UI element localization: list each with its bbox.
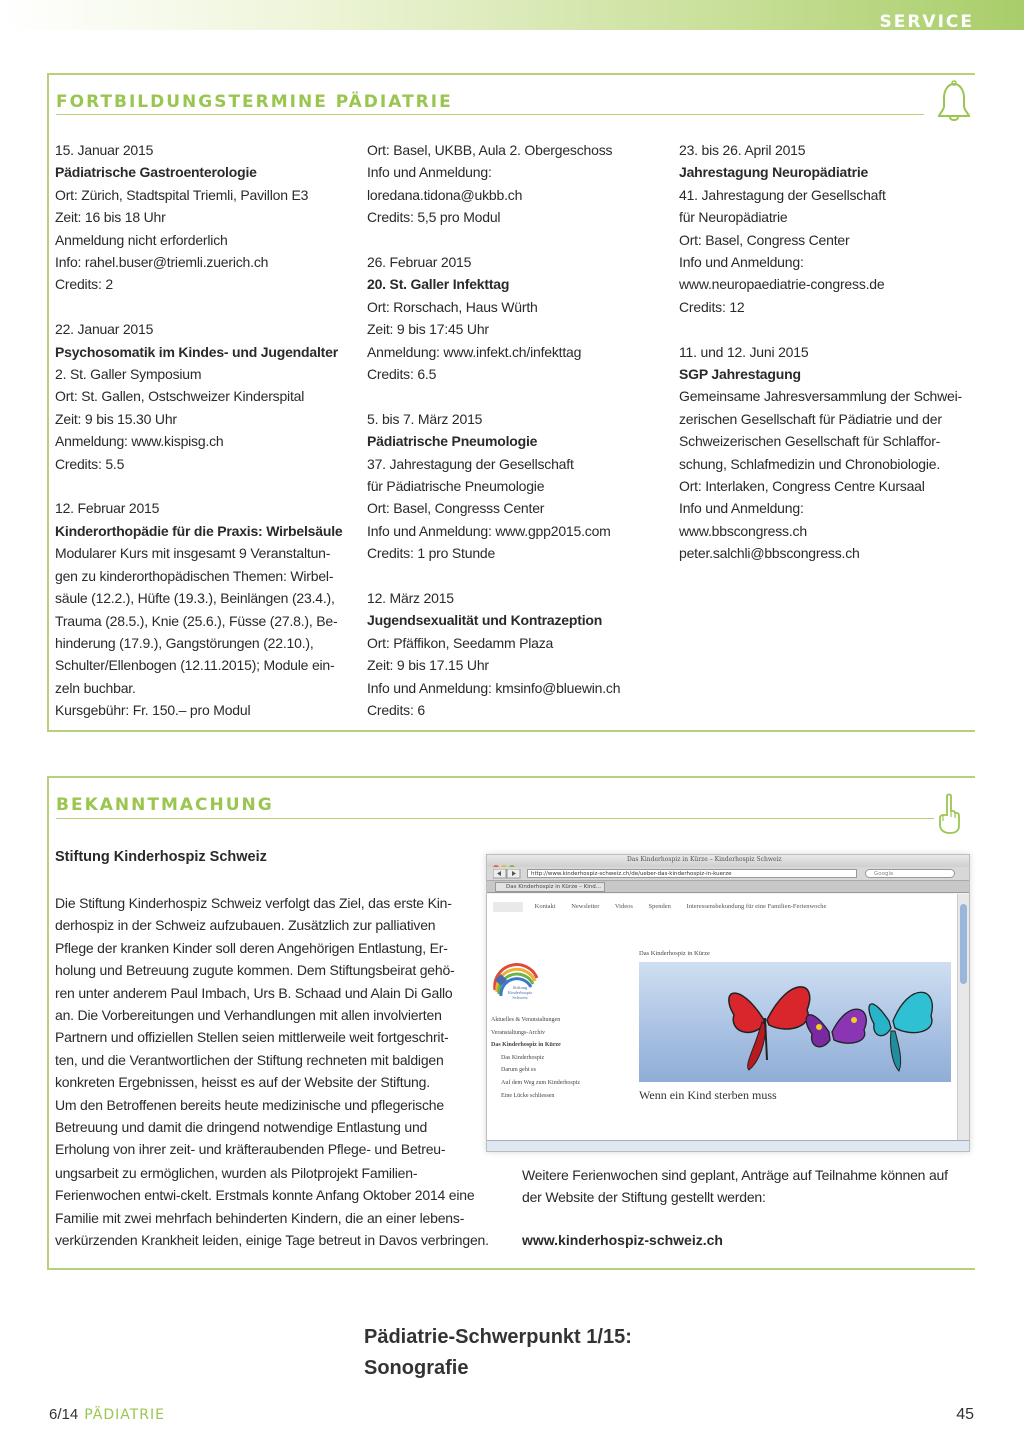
event-line: Info und Anmeldung: kmsinfo@bluewin.ch: [367, 679, 621, 696]
event-title: Jahrestagung Neuropädiatrie: [679, 164, 869, 181]
event-title: Pädiatrische Pneumologie: [367, 433, 538, 450]
event-line: 11. und 12. Juni 2015: [679, 343, 809, 360]
butterflies-image: [639, 962, 951, 1082]
event-line: Zeit: 9 bis 17.15 Uhr: [367, 657, 489, 674]
heading-line: Pädiatrie-Schwerpunkt 1/15:: [364, 1326, 632, 1348]
event-line: 15. Januar 2015: [55, 142, 154, 158]
announcement-title: BEKANNTMACHUNG: [56, 795, 274, 815]
events-column-3: [679, 139, 975, 587]
event-line: www.bbscongress.ch: [679, 522, 807, 539]
event-line: Info und Anmeldung:: [679, 500, 804, 517]
text-line: ten, und die Verantwortlichen der Stiftung rechneten mit baldigen: [55, 1051, 444, 1068]
section-label: SERVICE: [879, 12, 974, 32]
event-line: 2. St. Galler Symposium: [55, 366, 202, 383]
issue-number: 6/14: [49, 1406, 79, 1423]
event-entry: [55, 318, 351, 475]
event-line: Ort: Rorschach, Haus Würth: [367, 298, 538, 315]
event-line: Gemeinsame Jahresversammlung der Schwei-: [679, 388, 962, 405]
event-line: Credits: 5,5 pro Modul: [367, 209, 501, 226]
event-line: loredana.tidona@ukbb.ch: [367, 186, 523, 203]
event-line: Trauma (28.5.), Knie (25.6.), Füsse (27.8.), Be-: [55, 612, 338, 629]
text-line: der Website der Stiftung gestellt werden:: [522, 1189, 766, 1206]
event-line: Ort: Basel, Congress Center: [679, 231, 850, 248]
web-page-caption: Wenn ein Kind sterben muss: [639, 1088, 777, 1102]
text-line: Pflege der kranken Kinder soll deren Angehörigen Entlastung, Er-: [55, 939, 448, 956]
nav-item: Interessensbekundung für eine Familien-Ferienwoche: [686, 903, 827, 911]
event-entry: [679, 139, 975, 318]
event-line: Anmeldung: www.infekt.ch/infekttag: [367, 343, 582, 360]
event-title: SGP Jahrestagung: [679, 366, 801, 383]
announcement-body-part-2: [55, 1162, 505, 1252]
event-line: Ort: Basel, Congresss Center: [367, 500, 545, 517]
event-line: gen zu kinderorthopädischen Themen: Wirbel-: [55, 567, 334, 584]
event-line: 37. Jahrestagung der Gesellschaft: [367, 455, 574, 472]
issue-info: [49, 1406, 165, 1423]
event-line: schung, Schlafmedizin und Chronobiologie.: [679, 455, 941, 472]
text-line: ungsarbeit zu ermöglichen, wurden als Pilotprojekt Familien-: [55, 1165, 418, 1181]
event-line: Credits: 1 pro Stunde: [367, 545, 496, 562]
event-entry: [367, 251, 663, 385]
text-line: Um den Betroffenen bereits heute medizinische und pflegerische: [55, 1096, 444, 1113]
web-page-title: Das Kinderhospiz in Kürze: [639, 950, 710, 957]
event-entry: [367, 139, 663, 229]
event-entry: [55, 497, 351, 721]
vertical-scrollbar: [957, 894, 969, 1142]
event-line: hinderung (17.9.), Gangstörungen (22.10.),: [55, 634, 314, 651]
text-line: Erholung von ihrer zeit- und kräfteraubenden Pflege- und Betreu-: [55, 1141, 446, 1158]
back-forward-icon: [493, 869, 521, 879]
text-line: Partnern und offiziellen Stellen seien mittlerweile weit fortgeschrit-: [55, 1029, 449, 1046]
event-line: 22. Januar 2015: [55, 321, 154, 338]
event-line: 5. bis 7. März 2015: [367, 410, 483, 427]
event-line: zeln buchbar.: [55, 679, 136, 696]
text-line: Betreuung und damit die dringend notwendige Entlastung und: [55, 1119, 428, 1136]
event-entry: [367, 587, 663, 721]
event-line: Ort: Basel, UKBB, Aula 2. Obergeschoss: [367, 142, 613, 158]
events-title: FORTBILDUNGSTERMINE PÄDIATRIE: [56, 92, 453, 112]
page-number: 45: [956, 1406, 974, 1423]
event-line: Credits: 12: [679, 298, 745, 315]
nav-item: Newsletter: [571, 903, 600, 911]
event-line: säule (12.2.), Hüfte (19.3.), Beinlängen (23.4.),: [55, 590, 335, 607]
text-line: derhospiz in der Schweiz aufzubauen. Zusätzlich zur palliativen: [55, 917, 436, 934]
window-controls: [493, 858, 521, 865]
text-line: verkürzenden Krankheit leiden, einige Tage betreut in Davos verbringen.: [55, 1232, 489, 1249]
scroll-thumb: [960, 904, 967, 984]
nav-item: Videos: [614, 903, 633, 911]
browser-tab: Das Kinderhospiz in Kürze – Kind...: [495, 882, 605, 892]
side-menu-subitem: Auf dem Weg zum Kinderhospiz: [501, 1079, 581, 1086]
web-page: [487, 894, 957, 1142]
event-line: www.neuropaediatrie-congress.de: [679, 276, 885, 293]
event-line: Credits: 5.5: [55, 455, 125, 472]
nav-home-box: [493, 902, 523, 912]
address-bar: http://www.kinderhospiz-schweiz.ch/de/ueber-das-kinderhospiz-in-kuerze: [527, 869, 857, 878]
side-menu-subitem: Das Kinderhospiz: [501, 1054, 545, 1061]
next-issue-heading: [364, 1322, 632, 1384]
events-box: [47, 73, 975, 732]
event-line: Kursgebühr: Fr. 150.– pro Modul: [55, 702, 251, 719]
announcement-body-part-1: [55, 892, 465, 1161]
announcement-right-text: [522, 1164, 972, 1209]
event-entry: [367, 408, 663, 565]
foundation-url[interactable]: www.kinderhospiz-schweiz.ch: [522, 1232, 723, 1248]
event-line: Zeit: 9 bis 17:45 Uhr: [367, 321, 489, 338]
event-line: 23. bis 26. April 2015: [679, 142, 806, 158]
window-titlebar: [487, 855, 969, 867]
event-line: 41. Jahrestagung der Gesellschaft: [679, 186, 886, 203]
event-line: 26. Februar 2015: [367, 254, 472, 271]
event-title: Pädiatrische Gastroenterologie: [55, 164, 257, 181]
text-line: holung und Betreuung zugute kommen. Dem Stiftungsbeirat gehö-: [55, 962, 455, 979]
side-menu-item: Aktuelles & Veranstaltungen: [491, 1017, 561, 1023]
text-line: Weitere Ferienwochen sind geplant, Anträge auf Teilnahme können auf: [522, 1167, 948, 1183]
side-menu-item-active: Das Kinderhospiz in Kürze: [491, 1042, 561, 1049]
event-line: Ort: Pfäffikon, Seedamm Plaza: [367, 634, 554, 651]
text-line: Die Stiftung Kinderhospiz Schweiz verfolgt das Ziel, das erste Kin-: [55, 895, 452, 911]
event-line: Credits: 6: [367, 702, 425, 719]
event-entry: [55, 139, 351, 296]
window-title: Das Kinderhospiz in Kürze – Kinderhospiz Schweiz: [627, 856, 782, 863]
side-menu: [491, 1014, 631, 1102]
event-line: Schulter/Ellenbogen (12.11.2015); Module ein-: [55, 657, 335, 674]
magazine-brand: PÄDIATRIE: [84, 1407, 165, 1423]
event-title: Psychosomatik im Kindes- und Jugendalter: [55, 343, 338, 360]
search-field: Google: [865, 869, 955, 878]
event-line: Ort: Interlaken, Congress Centre Kursaal: [679, 478, 925, 495]
tab-bar: [487, 881, 969, 893]
browser-toolbar: [487, 867, 969, 881]
event-title: Kinderorthopädie für die Praxis: Wirbelsäule: [55, 522, 343, 539]
event-line: Credits: 2: [55, 276, 113, 293]
event-line: Info und Anmeldung:: [679, 254, 804, 271]
website-screenshot: [486, 854, 970, 1152]
side-menu-subitem: Eine Lücke schliessen: [501, 1092, 555, 1099]
event-line: zerischen Gesellschaft für Pädiatrie und der: [679, 410, 942, 427]
event-line: Anmeldung nicht erforderlich: [55, 231, 228, 248]
horizontal-scrollbar: [487, 1140, 970, 1151]
event-line: Modularer Kurs mit insgesamt 9 Veranstaltun-: [55, 545, 331, 562]
event-line: Credits: 6.5: [367, 366, 437, 383]
text-line: ren unter anderem Paul Imbach, Urs B. Schaad und Alain Di Gallo: [55, 984, 453, 1001]
event-line: Zeit: 9 bis 15.30 Uhr: [55, 410, 177, 427]
announcement-box: [47, 776, 975, 1270]
pointing-hand-icon: [937, 793, 961, 835]
side-menu-subitem: Darum geht es: [501, 1067, 536, 1074]
nav-item: Spenden: [648, 903, 671, 911]
event-entry: [679, 341, 975, 565]
event-line: 12. Februar 2015: [55, 500, 160, 517]
event-line: Ort: St. Gallen, Ostschweizer Kinderspital: [55, 388, 305, 405]
event-line: Zeit: 16 bis 18 Uhr: [55, 209, 166, 226]
bell-icon: [935, 80, 973, 122]
event-line: Info und Anmeldung: www.gpp2015.com: [367, 522, 611, 539]
title-rule: [56, 114, 924, 115]
event-line: Schweizerischen Gesellschaft für Schlaffor-: [679, 433, 941, 450]
event-line: peter.salchli@bbscongress.ch: [679, 545, 860, 562]
header-bar: [0, 0, 1024, 30]
event-line: für Pädiatrische Pneumologie: [367, 478, 545, 495]
heading-line: Sonografie: [364, 1357, 469, 1379]
events-column-2: [367, 139, 663, 744]
event-line: 12. März 2015: [367, 590, 454, 607]
event-line: Info: rahel.buser@triemli.zuerich.ch: [55, 254, 269, 271]
side-menu-item: Veranstaltungs-Archiv: [491, 1029, 545, 1036]
events-column-1: [55, 139, 351, 744]
announcement-heading: Stiftung Kinderhospiz Schweiz: [55, 849, 267, 865]
event-line: Info und Anmeldung:: [367, 164, 492, 181]
nav-item: Kontakt: [534, 903, 556, 911]
text-line: Familie mit zwei mehrfach behinderten Kindern, die an einer lebens-: [55, 1209, 465, 1226]
event-line: für Neuropädiatrie: [679, 209, 788, 226]
site-navigation: [493, 902, 953, 914]
event-line: Anmeldung: www.kispisg.ch: [55, 433, 224, 450]
text-line: konkreten Ergebnissen, heisst es auf der Website der Stiftung.: [55, 1074, 430, 1091]
event-title: Jugendsexualität und Kontrazeption: [367, 612, 603, 629]
text-line: Ferienwochen entwi-ckelt. Erstmals konnte Anfang Oktober 2014 eine: [55, 1187, 475, 1204]
text-line: an. Die Vorbereitungen und Verhandlungen mit allen involvierten: [55, 1007, 442, 1024]
title-rule: [56, 818, 934, 819]
event-title: 20. St. Galler Infekttag: [367, 276, 510, 293]
logo-text: Stiftung Kinderhospiz Schweiz: [507, 985, 533, 1000]
event-line: Ort: Zürich, Stadtspital Triemli, Pavillon E3: [55, 186, 309, 203]
